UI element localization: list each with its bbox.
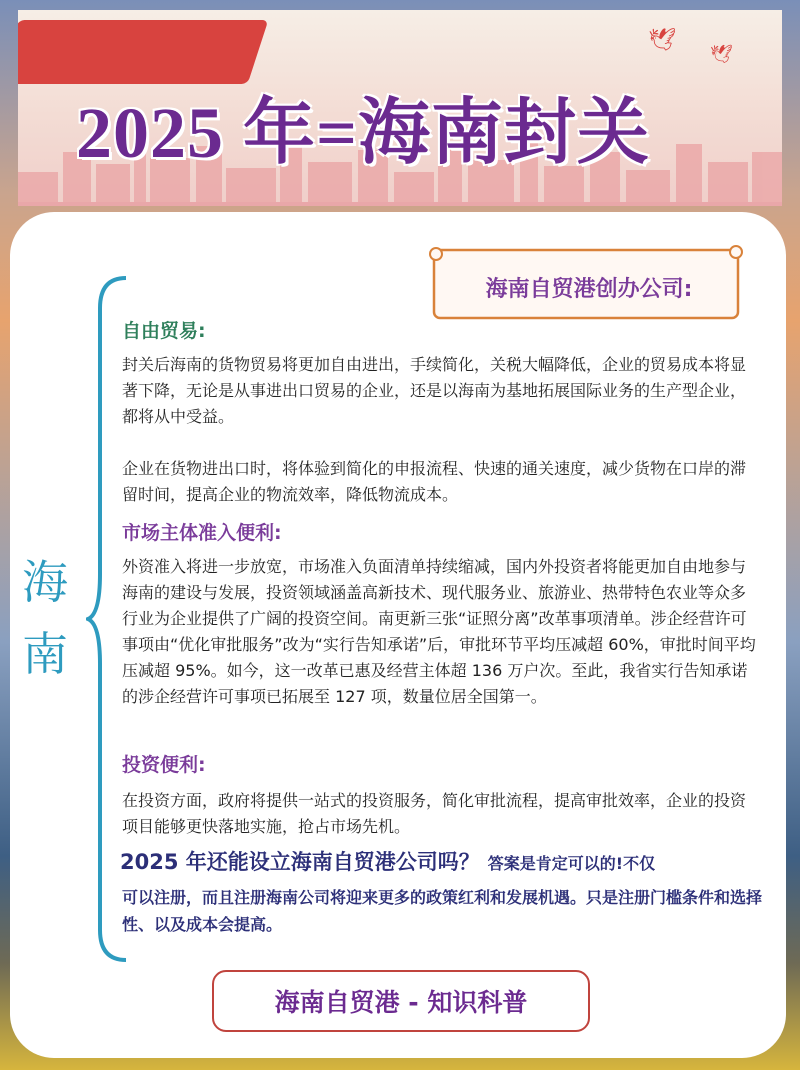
answer-body: 可以注册，而且注册海南公司将迎来更多的政策红利和发展机遇。只是注册门槛条件和选择性、以及成本会提高。 xyxy=(122,888,763,934)
question-heading xyxy=(120,846,655,876)
bird-icon: 🕊 xyxy=(648,28,676,53)
side-label-char: 海 xyxy=(22,555,68,609)
answer-start: 答案是肯定可以的!不仅 xyxy=(487,854,656,873)
section-paragraph: 在投资方面，政府将提供一站式的投资服务，简化审批流程，提高审批效率，企业的投资项目能够更快落地实施，抢占市场先机。 xyxy=(122,791,747,836)
section-title-investment: 投资便利: xyxy=(122,754,206,776)
side-label-char: 南 xyxy=(22,627,68,681)
section-paragraph: 外资准入将进一步放宽，市场准入负面清单持续缩减，国内外投资者将能更加自由地参与海南的建设与发展，投资领域涵盖高新技术、现代服务业、旅游业、热带特色农业等众多行业为企业提供了广阔的投资空间。南更新三张“证照分离”改革事项清单。涉企经营许可事项由“优化审批服务”改为“实行告知承诺”后，审批环节平均压减超 60%，审批时间平均压减超 95%。如今，这一改革已惠及经营主体超 136 万户次。至此，我省实行告知承诺的涉企经营许可事项已拓展至 127 项，数量位居全国第一。 xyxy=(122,557,756,706)
banner-title: 2025 年=海南封关 xyxy=(76,93,651,173)
section-title-market-access: 市场主体准入便利: xyxy=(122,522,282,544)
section-title-free-trade: 自由贸易: xyxy=(122,320,206,342)
top-banner xyxy=(18,10,782,206)
footer-label-box: 海南自贸港 - 知识科普 xyxy=(212,970,590,1032)
bird-icon: 🕊 xyxy=(710,44,733,65)
tag-label: 海南自贸港创办公司: xyxy=(485,277,693,302)
question-title: 2025 年还能设立海南自贸港公司吗？ xyxy=(120,850,480,874)
section-paragraph: 封关后海南的货物贸易将更加自由进出，手续简化，关税大幅降低，企业的贸易成本将显著下降，无论是从事进出口贸易的企业，还是以海南为基地拓展国际业务的生产型企业，都将从中受益。 xyxy=(122,355,747,426)
section-paragraph: 企业在货物进出口时，将体验到简化的申报流程、快速的通关速度，减少货物在口岸的滞留时间，提高企业的物流效率，降低物流成本。 xyxy=(122,459,747,504)
